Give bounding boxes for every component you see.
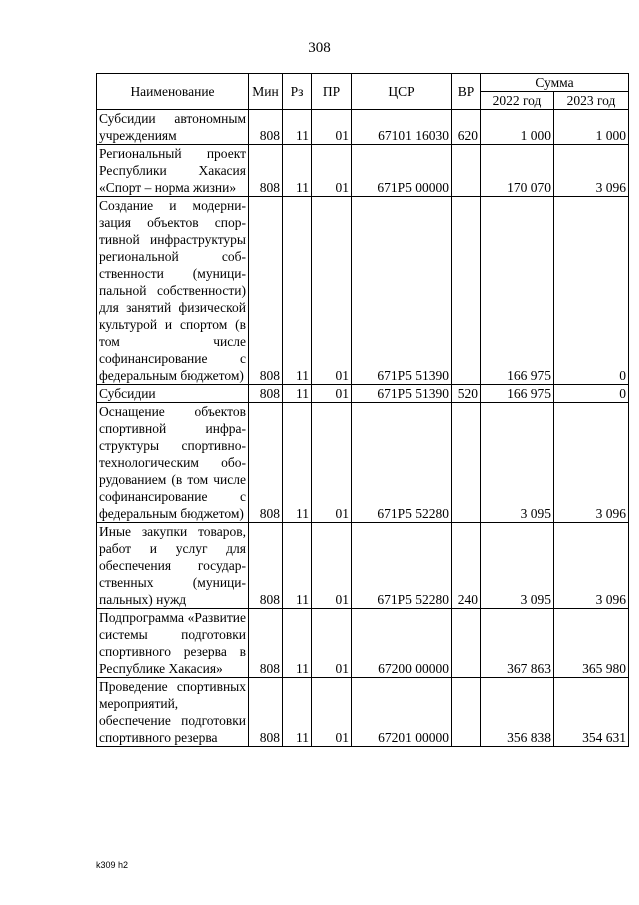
row-min: 808 (249, 110, 283, 145)
row-amount-2023: 354 631 (554, 678, 629, 747)
row-csr: 671Р5 51390 (352, 385, 452, 403)
header-year-2023: 2023 год (554, 92, 629, 110)
table-row (97, 678, 629, 747)
page-number: 308 (308, 40, 331, 56)
row-vr (452, 197, 481, 385)
row-name-text: Региональный проект Республики Хакасия «Спорт – норма жизни» (99, 146, 246, 195)
row-amount-2022: 3 095 (481, 403, 554, 523)
header-csr: ЦСР (352, 74, 452, 110)
row-min: 808 (249, 609, 283, 678)
row-csr: 67201 00000 (352, 678, 452, 747)
row-amount-2022: 367 863 (481, 609, 554, 678)
table-row (97, 110, 629, 145)
table-row (97, 403, 629, 523)
table-body (97, 110, 629, 747)
row-name-text: Субсидии (99, 386, 156, 401)
row-amount-2023: 365 980 (554, 609, 629, 678)
row-name (97, 523, 249, 609)
row-amount-2022: 356 838 (481, 678, 554, 747)
table-row (97, 609, 629, 678)
row-pr: 01 (312, 197, 352, 385)
header-name: Наименование (97, 74, 249, 110)
row-pr: 01 (312, 678, 352, 747)
row-name (97, 403, 249, 523)
row-name (97, 609, 249, 678)
table-row (97, 523, 629, 609)
row-name (97, 678, 249, 747)
header-year-2022: 2022 год (481, 92, 554, 110)
row-rz: 11 (283, 197, 312, 385)
row-pr: 01 (312, 110, 352, 145)
table-row (97, 385, 629, 403)
budget-table (96, 73, 629, 747)
header-sum: Сумма (481, 74, 629, 92)
row-vr: 620 (452, 110, 481, 145)
row-name-text: Оснащение объектов спортивной инфраструктуры спортивно-технологическим оборудованием (в том числе софинансирование с федеральным бюджетом) (99, 404, 246, 521)
row-vr: 240 (452, 523, 481, 609)
row-vr (452, 609, 481, 678)
row-rz: 11 (283, 678, 312, 747)
row-pr: 01 (312, 385, 352, 403)
row-rz: 11 (283, 145, 312, 197)
row-pr: 01 (312, 523, 352, 609)
header-rz: Рз (283, 74, 312, 110)
row-min: 808 (249, 523, 283, 609)
row-csr: 671Р5 52280 (352, 403, 452, 523)
row-csr: 671Р5 52280 (352, 523, 452, 609)
row-name-text: Проведение спортивных мероприятий, обеспечение подготовки спортивного резерва (99, 679, 246, 745)
row-vr: 520 (452, 385, 481, 403)
row-vr (452, 403, 481, 523)
row-name (97, 110, 249, 145)
row-csr: 67200 00000 (352, 609, 452, 678)
row-csr: 671Р5 00000 (352, 145, 452, 197)
row-min: 808 (249, 678, 283, 747)
row-amount-2022: 166 975 (481, 385, 554, 403)
row-amount-2022: 166 975 (481, 197, 554, 385)
row-min: 808 (249, 197, 283, 385)
header-pr: ПР (312, 74, 352, 110)
header-min: Мин (249, 74, 283, 110)
row-rz: 11 (283, 523, 312, 609)
row-rz: 11 (283, 385, 312, 403)
row-csr: 671Р5 51390 (352, 197, 452, 385)
row-rz: 11 (283, 110, 312, 145)
row-min: 808 (249, 403, 283, 523)
row-amount-2023: 1 000 (554, 110, 629, 145)
row-amount-2023: 3 096 (554, 145, 629, 197)
row-pr: 01 (312, 403, 352, 523)
row-name-text: Создание и модернизация объектов спортивной инфраструктуры региональной собственности (муниципальной собственности) для занятий физической культурой и спортом (в том числе софинансирование с федеральным бюджетом) (99, 198, 246, 383)
row-amount-2023: 0 (554, 385, 629, 403)
table-row (97, 197, 629, 385)
row-amount-2023: 3 096 (554, 403, 629, 523)
row-min: 808 (249, 145, 283, 197)
row-amount-2022: 1 000 (481, 110, 554, 145)
row-rz: 11 (283, 609, 312, 678)
row-name (97, 197, 249, 385)
row-rz: 11 (283, 403, 312, 523)
row-csr: 67101 16030 (352, 110, 452, 145)
header-vr: ВР (452, 74, 481, 110)
row-name (97, 385, 249, 403)
row-amount-2022: 3 095 (481, 523, 554, 609)
row-min: 808 (249, 385, 283, 403)
row-vr (452, 145, 481, 197)
row-amount-2023: 0 (554, 197, 629, 385)
row-name-text: Подпрограмма «Развитие системы подготовки спортивного резерва в Республике Хакасия» (99, 610, 246, 676)
table-row (97, 145, 629, 197)
footer-code: k309 h2 (96, 860, 129, 870)
row-name-text: Субсидии автономным учреждениям (99, 111, 246, 143)
row-vr (452, 678, 481, 747)
row-name (97, 145, 249, 197)
row-amount-2023: 3 096 (554, 523, 629, 609)
row-name-text: Иные закупки товаров, работ и услуг для обеспечения государственных (муниципальных) нужд (99, 524, 246, 607)
row-pr: 01 (312, 145, 352, 197)
row-pr: 01 (312, 609, 352, 678)
row-amount-2022: 170 070 (481, 145, 554, 197)
